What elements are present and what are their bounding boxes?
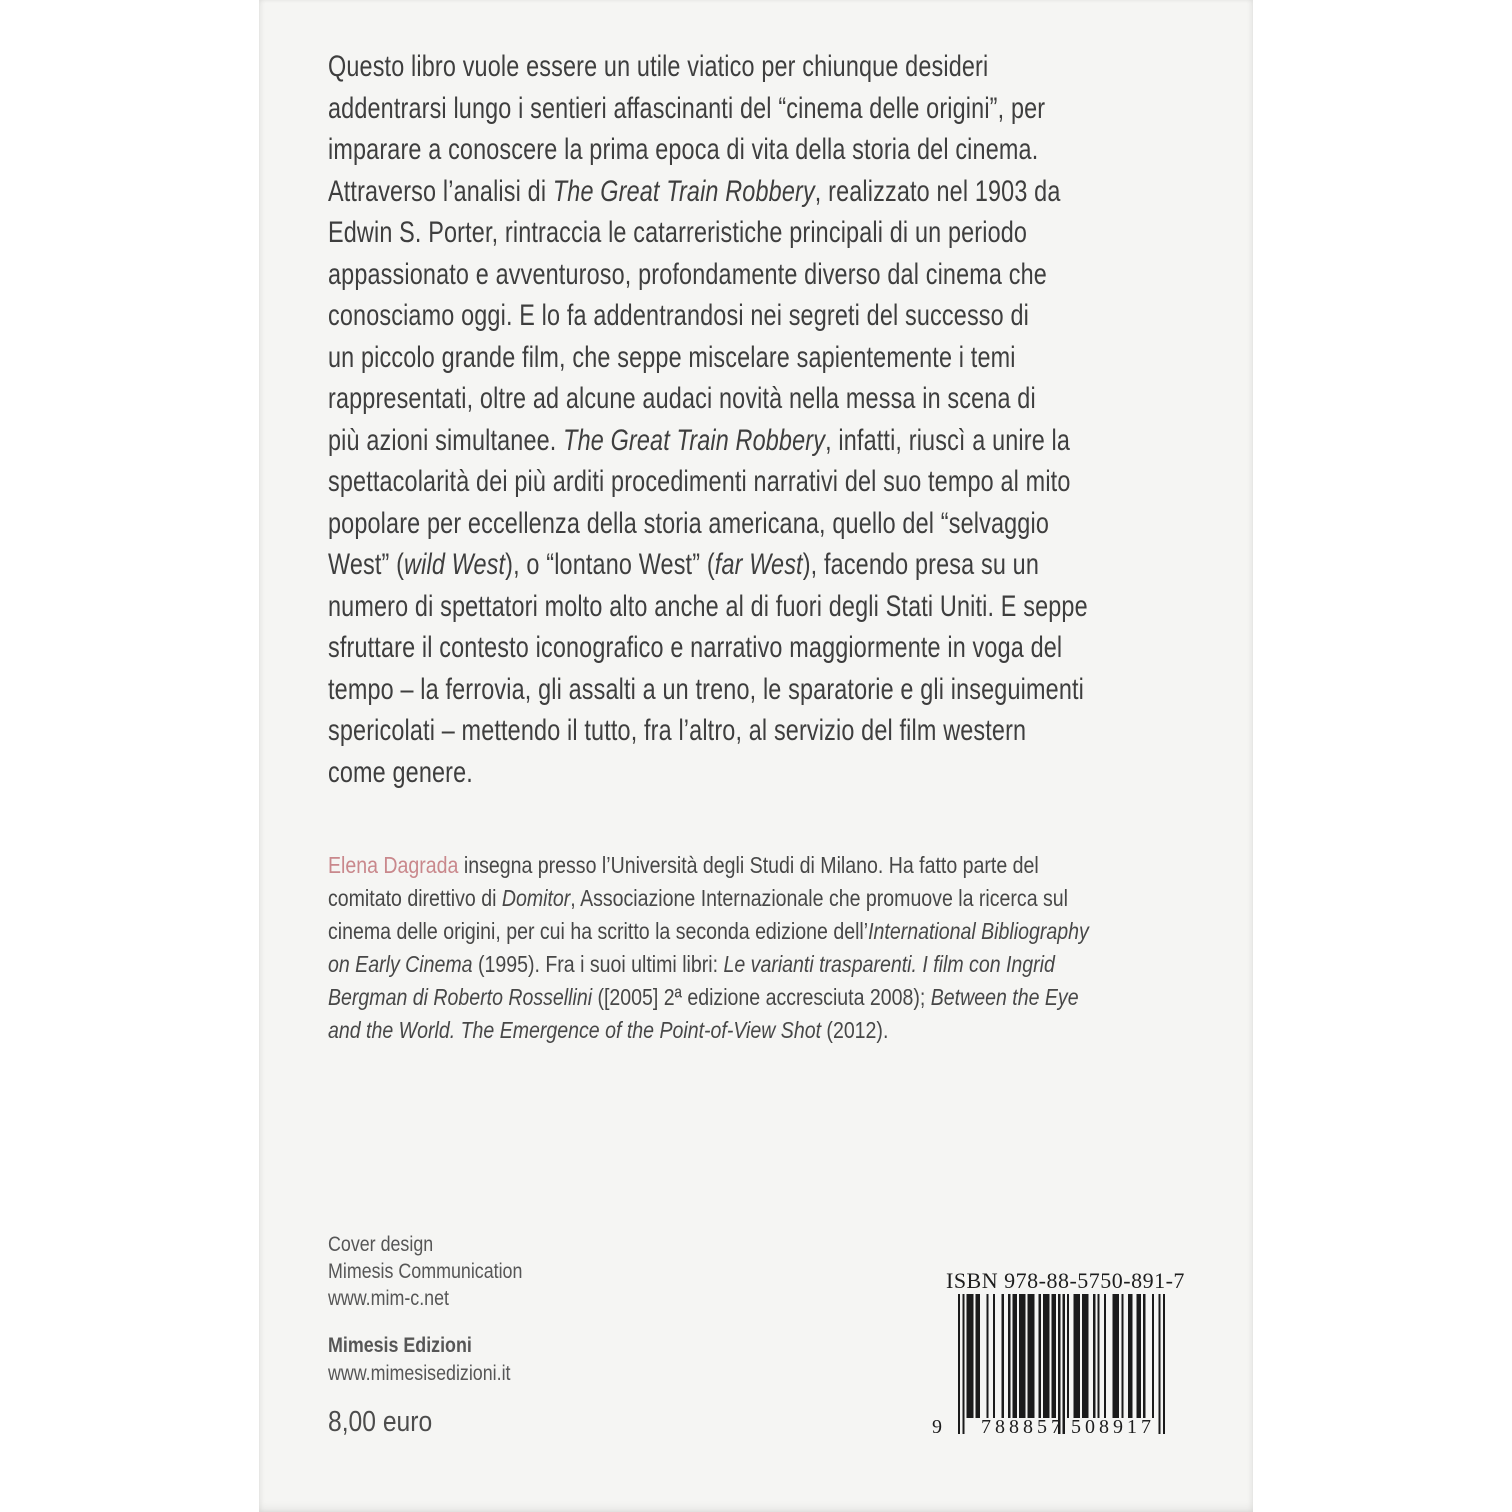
book-back-cover	[259, 0, 1253, 1512]
publisher-block: Mimesis Edizioni www.mimesisedizioni.it	[328, 1334, 511, 1385]
barcode-digits-right: 508917	[1071, 1416, 1155, 1438]
barcode	[928, 1268, 1190, 1454]
isbn-label: ISBN 978-88-5750-891-7	[946, 1268, 1185, 1293]
cover-design-credits: Cover design Mimesis Communication www.mim-c.net	[328, 1233, 523, 1310]
barcode-bars	[958, 1294, 1165, 1434]
price-label: 8,00 euro	[328, 1406, 433, 1438]
author-bio: Elena Dagrada insegna presso l’Università degli Studi di Milano. Ha fatto parte del comitato direttivo di Domitor, Associazione Internazionale che promuove la ricerca sul cinema delle origini, per cui ha scritto la seconda edizione dell’International Bibliography on Early Cinema (1995). Fra i suoi ultimi libri: Le varianti trasparenti. I film con Ingrid Bergman di Roberto Rossellini ([2005] 2ª edizione accresciuta 2008); Between the Eye and the World. The Emergence of the Point-of-View Shot (2012).	[328, 852, 1089, 1043]
description-paragraph: Questo libro vuole essere un utile viatico per chiunque desideri addentrarsi lungo i sentieri affascinanti del “cinema delle origini”, per imparare a conoscere la prima epoca di vita della storia del cinema. Attraverso l’analisi di The Great Train Robbery, realizzato nel 1903 da Edwin S. Porter, rintraccia le catarreristiche principali di un periodo appassionato e avventuroso, profondamente diverso dal cinema che conosciamo oggi. E lo fa addentrandosi nei segreti del successo di un piccolo grande film, che seppe miscelare sapientemente i temi rappresentati, oltre ad alcune audaci novità nella messa in scena di più azioni simultanee. The Great Train Robbery, infatti, riuscì a unire la spettacolarità dei più arditi procedimenti narrativi del suo tempo al mito popolare per eccellenza della storia americana, quello del “selvaggio West” (wild West), o “lontano West” (far West), facendo presa su un numero di spettatori molto alto anche al di fuori degli Stati Uniti. E seppe sfruttare il contesto iconografico e narrativo maggiormente in voga del tempo – la ferrovia, gli assalti a un treno, le sparatorie e gli inseguimenti spericolati – mettendo il tutto, fra l’altro, al servizio del film western come genere.	[328, 50, 1088, 789]
barcode-digit-lead: 9	[932, 1416, 942, 1438]
barcode-digits-left: 788857	[981, 1416, 1065, 1438]
